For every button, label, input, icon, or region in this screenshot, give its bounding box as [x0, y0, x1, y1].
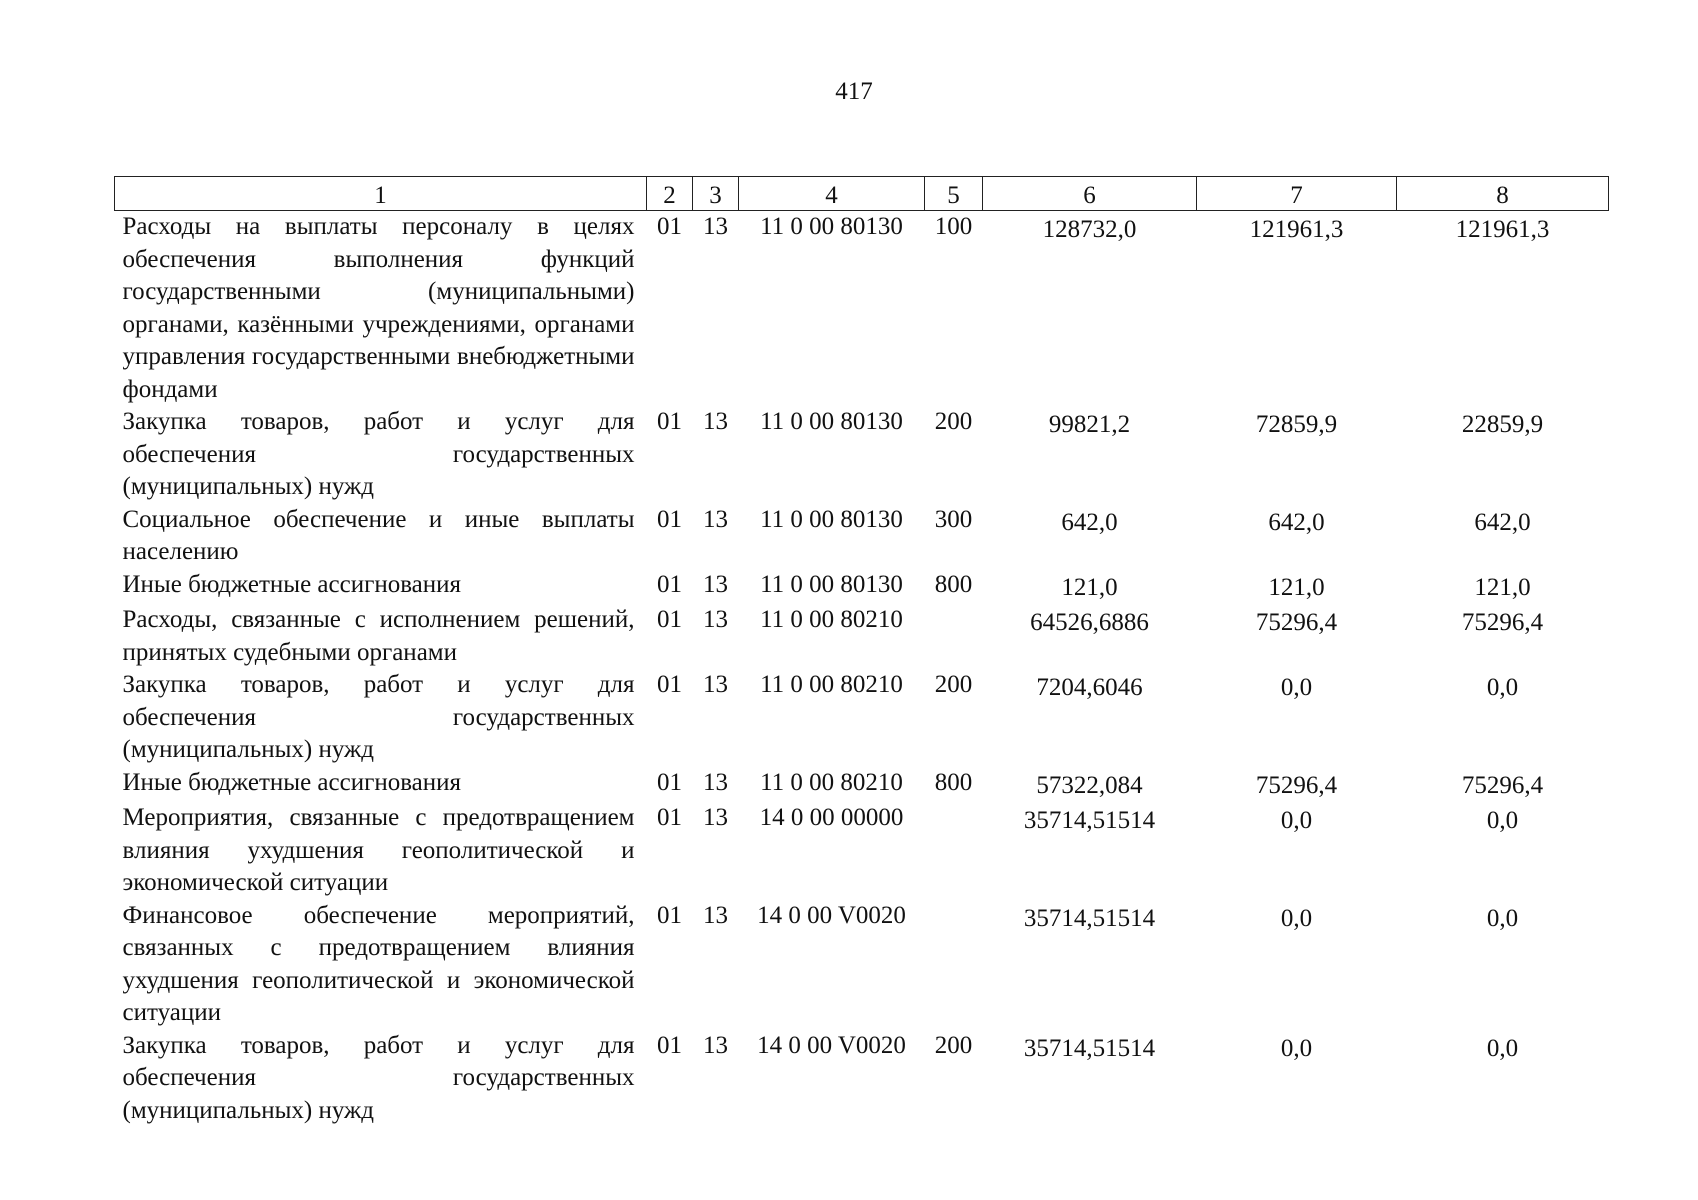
section-code-cell: 01 — [657, 901, 682, 929]
header-cell-4: 4 — [739, 177, 925, 211]
subsection-code-cell: 13 — [703, 901, 728, 929]
subsection-code-cell: 13 — [703, 570, 728, 598]
table-row — [115, 669, 1609, 767]
target-article-cell: 11 0 00 80210 — [760, 768, 903, 796]
page-number: 417 — [835, 78, 873, 105]
amount-col7-cell: 75296,4 — [1255, 609, 1338, 636]
header-cell-1: 1 — [115, 177, 647, 211]
amount-col7-cell: 0,0 — [1280, 904, 1313, 932]
amount-col7-cell: 72859,9 — [1255, 411, 1338, 438]
target-article-cell: 11 0 00 80130 — [760, 505, 903, 533]
row-name-cell: Закупка товаров, работ и услуг для обеспечения государственных (муниципальных) нужд — [122, 408, 635, 500]
amount-col8-cell: 121,0 — [1474, 573, 1531, 601]
section-code-cell: 01 — [657, 1031, 682, 1059]
target-article-cell: 11 0 00 80130 — [760, 408, 903, 435]
row-name-cell: Финансовое обеспечение мероприятий, связанных с предотвращением влияния ухудшения геополитической и экономической ситуации — [122, 901, 635, 1026]
header-cell-5: 5 — [925, 177, 983, 211]
amount-col8-cell: 642,0 — [1474, 508, 1531, 536]
expense-type-cell: 100 — [934, 213, 973, 240]
row-name-cell: Закупка товаров, работ и услуг для обеспечения государственных (муниципальных) нужд — [122, 671, 635, 763]
section-code-cell: 01 — [657, 671, 682, 698]
amount-col6-cell: 35714,51514 — [1023, 904, 1156, 932]
subsection-code-cell: 13 — [703, 505, 728, 533]
row-name-cell: Социальное обеспечение и иные выплаты населению — [122, 505, 635, 565]
amount-col8-cell: 75296,4 — [1461, 771, 1544, 799]
table-row — [115, 211, 1609, 407]
amount-col6-cell: 121,0 — [1061, 573, 1118, 601]
subsection-code-cell: 13 — [703, 213, 728, 240]
expense-type-cell: 200 — [934, 408, 973, 435]
amount-col6-cell: 7204,6046 — [1036, 674, 1143, 701]
subsection-code-cell: 13 — [703, 804, 728, 831]
header-cell-7: 7 — [1197, 177, 1397, 211]
expense-type-cell: 300 — [934, 505, 973, 533]
amount-col7-cell: 75296,4 — [1255, 771, 1338, 799]
amount-col7-cell: 121961,3 — [1249, 216, 1344, 243]
table-body — [115, 211, 1609, 1128]
target-article-cell: 11 0 00 80130 — [760, 570, 903, 598]
amount-col6-cell: 57322,084 — [1036, 771, 1143, 799]
target-article-cell: 11 0 00 80210 — [760, 671, 903, 698]
subsection-code-cell: 13 — [703, 1031, 728, 1059]
section-code-cell: 01 — [657, 408, 682, 435]
row-name-cell: Иные бюджетные ассигнования — [122, 570, 462, 598]
table-row — [115, 802, 1609, 900]
section-code-cell: 01 — [657, 570, 682, 598]
header-cell-6: 6 — [983, 177, 1197, 211]
expense-type-cell — [925, 802, 983, 900]
subsection-code-cell: 13 — [703, 606, 728, 633]
table-row — [115, 900, 1609, 1030]
row-name-cell: Расходы, связанные с исполнением решений, принятых судебными органами — [122, 606, 635, 666]
expense-type-cell: 200 — [934, 671, 973, 698]
amount-col8-cell: 75296,4 — [1461, 609, 1544, 636]
table-row — [115, 569, 1609, 605]
target-article-cell: 14 0 00 V0020 — [757, 901, 906, 929]
table-row — [115, 406, 1609, 504]
section-code-cell: 01 — [657, 213, 682, 240]
amount-col8-cell: 0,0 — [1486, 1034, 1519, 1062]
amount-col6-cell: 35714,51514 — [1023, 807, 1156, 834]
target-article-cell: 14 0 00 V0020 — [757, 1031, 906, 1059]
amount-col6-cell: 642,0 — [1061, 508, 1118, 536]
expense-type-cell — [925, 604, 983, 669]
amount-col7-cell: 0,0 — [1280, 1034, 1313, 1062]
section-code-cell: 01 — [657, 505, 682, 533]
expense-type-cell: 200 — [934, 1031, 973, 1059]
header-cell-8: 8 — [1397, 177, 1609, 211]
amount-col7-cell: 642,0 — [1268, 508, 1325, 536]
amount-col8-cell: 0,0 — [1486, 807, 1519, 834]
table-row — [115, 604, 1609, 669]
section-code-cell: 01 — [657, 804, 682, 831]
budget-table-container — [114, 176, 1608, 1127]
target-article-cell: 14 0 00 00000 — [759, 804, 904, 831]
row-name-cell: Расходы на выплаты персоналу в целях обеспечения выполнения функций государственными (муниципальными) органами, казёнными учреждениями, органами управления государственными внебюджетными фондами — [122, 213, 635, 403]
expense-type-cell: 800 — [934, 768, 973, 796]
header-cell-2: 2 — [647, 177, 693, 211]
amount-col7-cell: 0,0 — [1280, 807, 1313, 834]
subsection-code-cell: 13 — [703, 671, 728, 698]
section-code-cell: 01 — [657, 606, 682, 633]
amount-col6-cell: 128732,0 — [1042, 216, 1137, 243]
row-name-cell: Мероприятия, связанные с предотвращением влияния ухудшения геополитической и экономической ситуации — [122, 804, 635, 896]
table-row — [115, 504, 1609, 569]
row-name-cell: Закупка товаров, работ и услуг для обеспечения государственных (муниципальных) нужд — [122, 1031, 635, 1124]
amount-col6-cell: 64526,6886 — [1030, 609, 1149, 636]
amount-col6-cell: 35714,51514 — [1023, 1034, 1156, 1062]
section-code-cell: 01 — [657, 768, 682, 796]
amount-col8-cell: 22859,9 — [1461, 411, 1544, 438]
header-row — [115, 177, 1609, 211]
table-row — [115, 1030, 1609, 1128]
target-article-cell: 11 0 00 80130 — [760, 213, 903, 240]
budget-table — [114, 176, 1609, 1127]
target-article-cell: 11 0 00 80210 — [760, 606, 903, 633]
subsection-code-cell: 13 — [703, 408, 728, 435]
header-cell-3: 3 — [693, 177, 739, 211]
expense-type-cell — [925, 900, 983, 1030]
expense-type-cell: 800 — [934, 570, 973, 598]
table-row — [115, 767, 1609, 803]
amount-col8-cell: 121961,3 — [1455, 216, 1550, 243]
row-name-cell: Иные бюджетные ассигнования — [122, 768, 462, 796]
amount-col6-cell: 99821,2 — [1048, 411, 1131, 438]
amount-col8-cell: 0,0 — [1486, 904, 1519, 932]
subsection-code-cell: 13 — [703, 768, 728, 796]
amount-col7-cell: 121,0 — [1268, 573, 1325, 601]
amount-col7-cell: 0,0 — [1280, 674, 1313, 701]
amount-col8-cell: 0,0 — [1486, 674, 1519, 701]
